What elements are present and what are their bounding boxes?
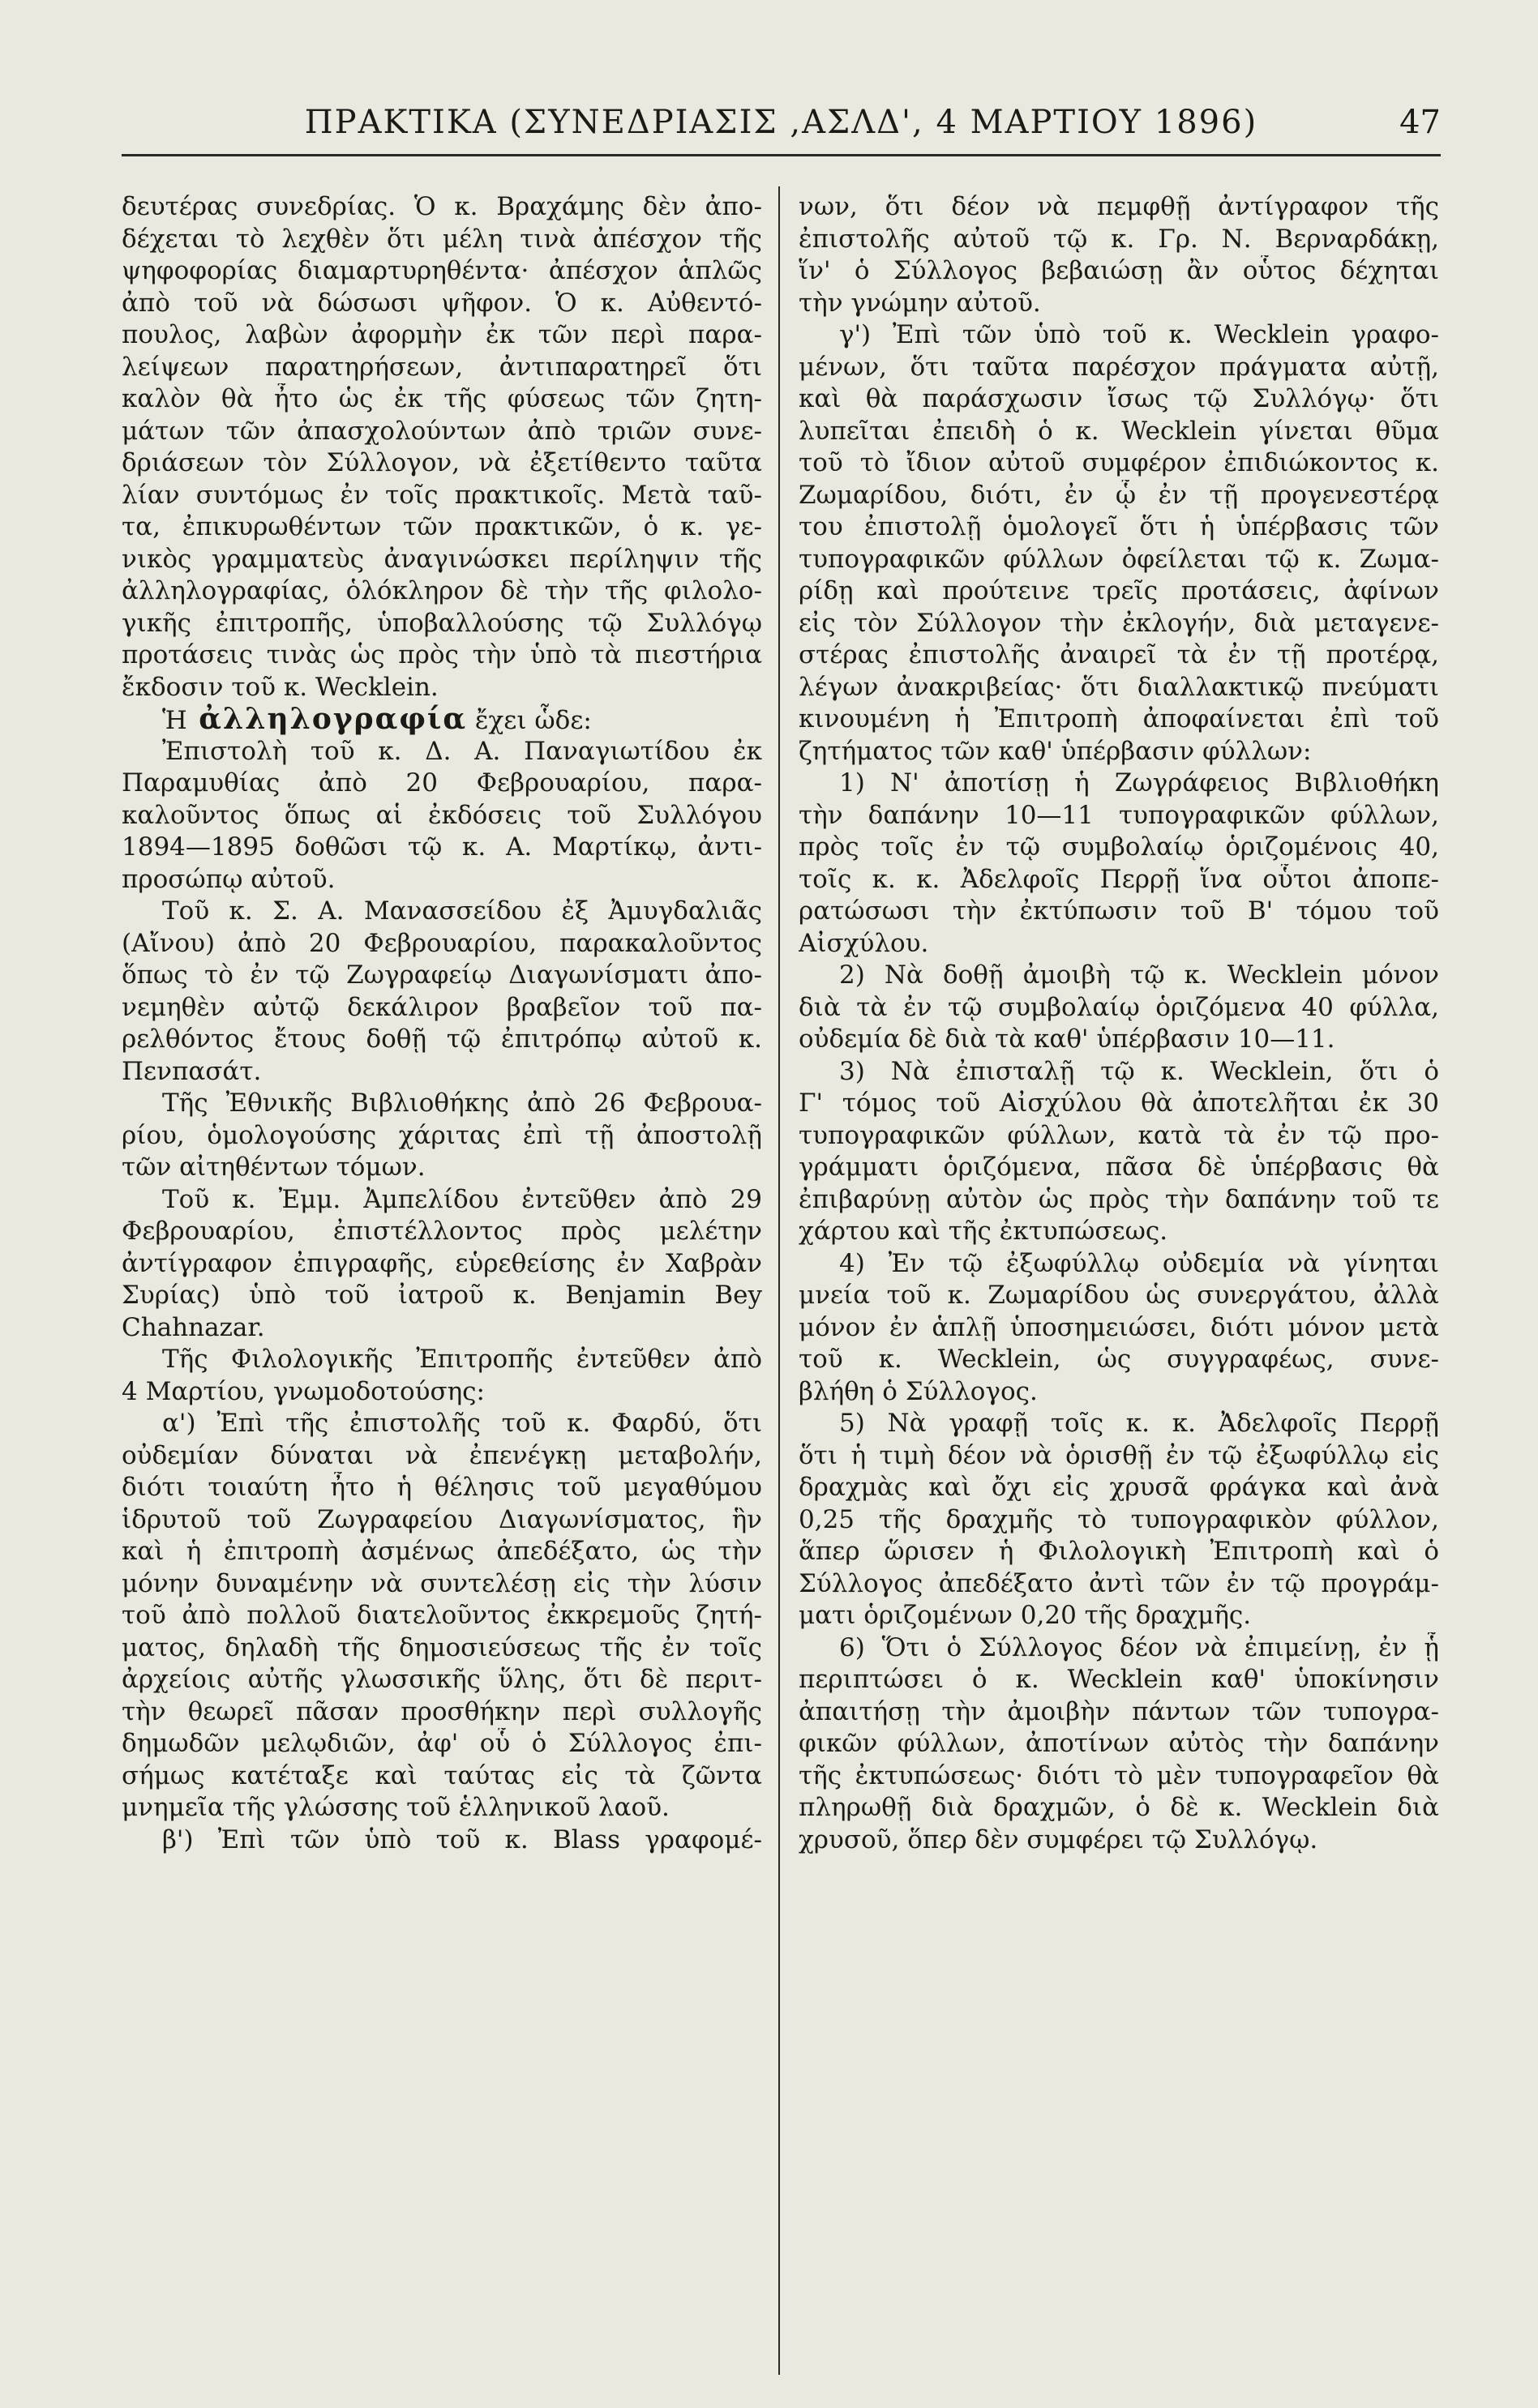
text-line: τοῦ τὸ ἴδιον αὐτοῦ συμφέρον ἐπιδιώκοντος κ. (799, 448, 1439, 477)
text-line: ζητήματος τῶν καθ' ὑπέρβασιν φύλλων: (799, 736, 1312, 766)
running-header (122, 104, 1441, 149)
text-line: ὅπως τὸ ἐν τῷ Ζωγραφείῳ Διαγωνίσματι ἀπο- (122, 960, 762, 990)
text-line: τῶν αἰτηθέντων τόμων. (122, 1153, 426, 1182)
text-line: Σύλλογος ἀπεδέξατο ἀντὶ τῶν ἐν τῷ προγράμ- (799, 1568, 1439, 1598)
text-line: Αἰσχύλου. (799, 928, 929, 958)
text-line: μνεία τοῦ κ. Ζωμαρίδου ὡς συνεργάτου, ἀλλὰ (799, 1281, 1439, 1310)
text-line: Πενπασάτ. (122, 1056, 262, 1086)
text-line: 5) Νὰ γραφῇ τοῖς κ. κ. Ἀδελφοῖς Περρῇ (839, 1409, 1439, 1438)
text-line: β') Ἐπὶ τῶν ὑπὸ τοῦ κ. Blass γραφομέ- (162, 1824, 762, 1854)
text-line: Φεβρουαρίου, ἐπιστέλλοντος πρὸς μελέτην (122, 1217, 762, 1246)
text-line: σήμως κατέταξε καὶ ταύτας εἰς τὰ ζῶντα (122, 1760, 762, 1790)
text-line: βλήθη ὁ Σύλλογος. (799, 1376, 1038, 1406)
text-line: Ἐπιστολὴ τοῦ κ. Δ. Α. Παναγιωτίδου ἐκ (162, 736, 762, 766)
text-line: ἐπιβαρύνῃ αὐτὸν ὡς πρὸς τὴν δαπάνην τοῦ τε (799, 1184, 1439, 1214)
text-line: εἰς τὸν Σύλλογον τὴν ἐκλογήν, διὰ μεταγενε- (799, 608, 1439, 638)
text-line: λέγων ἀνακριβείας· ὅτι διαλλακτικῷ πνεύματι (799, 672, 1439, 702)
text-line: καὶ θὰ παράσχωσιν ἴσως τῷ Συλλόγῳ· ὅτι (799, 384, 1439, 413)
header-title: ΠΡΑΚΤΙΚΑ (ΣΥΝΕΔΡΙΑΣΙΣ ,ΑΣΛΔ', 4 ΜΑΡΤΙΟΥ 1896) (304, 104, 1258, 141)
text-line: διότι τοιαύτη ἦτο ἡ θέλησις τοῦ μεγαθύμου (122, 1473, 762, 1502)
text-line: 4 Μαρτίου, γνωμοδοτούσης: (122, 1376, 485, 1406)
text-line: καὶ ἡ ἐπιτροπὴ ἀσμένως ἀπεδέξατο, ὡς τὴν (122, 1537, 762, 1566)
text-line: δευτέρας συνεδρίας. Ὁ κ. Βραχάμης δὲν ἀπο- (122, 192, 762, 221)
text-line: ὅτι ἡ τιμὴ δέον νὰ ὁρισθῇ ἐν τῷ ἐξωφύλλῳ εἰς (799, 1440, 1439, 1470)
text-line: τα, ἐπικυρωθέντων τῶν πρακτικῶν, ὁ κ. γε- (122, 512, 762, 541)
text-line: οὐδεμίαν δύναται νὰ ἐπενέγκῃ μεταβολήν, (122, 1440, 762, 1470)
text-line: ἀπὸ τοῦ νὰ δώσωσι ψῆφον. Ὁ κ. Αὐθεντό- (122, 288, 762, 318)
text-line: γράμματι ὁριζόμενα, πᾶσα δὲ ὑπέρβασις θὰ (799, 1153, 1439, 1182)
text-line: 2) Νὰ δοθῇ ἀμοιβὴ τῷ κ. Wecklein μόνον (839, 960, 1439, 990)
text-line: ρατώσωσι τὴν ἐκτύπωσιν τοῦ Β' τόμου τοῦ (799, 896, 1439, 926)
text-line: νεμηθὲν αὐτῷ δεκάλιρον βραβεῖον τοῦ πα- (122, 992, 762, 1022)
text-line: διὰ τὰ ἐν τῷ συμβολαίῳ ὁριζόμενα 40 φύλλα, (799, 992, 1439, 1022)
text-line: ἅπερ ὥρισεν ἡ Φιλολογικὴ Ἐπιτροπὴ καὶ ὁ (799, 1537, 1439, 1566)
text-line: καλοῦντος ὅπως αἱ ἐκδόσεις τοῦ Συλλόγου (122, 800, 762, 830)
text-line: Τοῦ κ. Ἐμμ. Ἀμπελίδου ἐντεῦθεν ἀπὸ 29 (162, 1184, 762, 1214)
text-line: ἀλληλογραφίας, ὁλόκληρον δὲ τὴν τῆς φιλολο- (122, 576, 762, 605)
header-rule (122, 154, 1441, 156)
text-line: δριάσεων τὸν Σύλλογον, νὰ ἐξετίθεντο ταῦτα (122, 448, 762, 477)
text-line: Τῆς Ἐθνικῆς Βιβλιοθήκης ἀπὸ 26 Φεβρουα- (162, 1089, 762, 1118)
text-line: τὴν δαπάνην 10—11 τυπογραφικῶν φύλλων, (799, 800, 1439, 830)
text-line: του ἐπιστολῇ ὁμολογεῖ ὅτι ἡ ὑπέρβασις τῶν (799, 512, 1439, 541)
text-line: στέρας ἐπιστολῆς ἀναιρεῖ τὰ ἐν τῇ προτέρᾳ, (799, 640, 1439, 669)
text-line: χρυσοῦ, ὅπερ δὲν συμφέρει τῷ Συλλόγῳ. (799, 1824, 1318, 1854)
text-line: τοῖς κ. κ. Ἀδελφοῖς Περρῇ ἵνα οὗτοι ἀποπε- (799, 864, 1439, 894)
text-line: νικὸς γραμματεὺς ἀναγινώσκει περίληψιν τῆς (122, 544, 762, 574)
text-line: προτάσεις τινὰς ὡς πρὸς τὴν ὑπὸ τὰ πιεστήρια (122, 640, 762, 669)
page-number: 47 (1399, 104, 1441, 141)
text-line: καλὸν θὰ ἦτο ὡς ἐκ τῆς φύσεως τῶν ζητη- (122, 384, 762, 413)
text-line: μένων, ὅτι ταῦτα παρέσχον πράγματα αὐτῇ, (799, 352, 1439, 382)
text-line: πουλος, λαβὼν ἀφορμὴν ἐκ τῶν περὶ παρα- (122, 320, 762, 349)
text-line: προσώπῳ αὐτοῦ. (122, 864, 336, 894)
left-column (122, 191, 762, 1856)
correspondence-heading: Ἡ ἀλληλογραφία ἔχει ὧδε: (162, 704, 592, 736)
text-line: πληρωθῇ διὰ δραχμῶν, ὁ δὲ κ. Wecklein διὰ (799, 1793, 1439, 1822)
text-line: πρὸς τοῖς ἐν τῷ συμβολαίῳ ὁριζομένοις 40, (799, 832, 1439, 862)
text-line: τοῦ κ. Wecklein, ὡς συγγραφέως, συνε- (799, 1345, 1439, 1374)
text-line: γικῆς ἐπιτροπῆς, ὑποβαλλούσης τῷ Συλλόγῳ (122, 608, 762, 638)
text-line: τυπογραφικῶν φύλλων, κατὰ τὰ ἐν τῷ προ- (799, 1120, 1439, 1150)
text-line: τὴν θεωρεῖ πᾶσαν προσθήκην περὶ συλλογῆς (122, 1696, 762, 1726)
text-line: λείψεων παρατηρήσεων, ἀντιπαρατηρεῖ ὅτι (122, 352, 762, 382)
text-line: τοῦ ἀπὸ πολλοῦ διατελοῦντος ἐκκρεμοῦς ζητή- (122, 1601, 762, 1630)
text-line: ἵν' ὁ Σύλλογος βεβαιώσῃ ἂν οὗτος δέχηται (799, 256, 1439, 285)
text-line: μόνην δυναμένην νὰ συντελέσῃ εἰς τὴν λύσιν (122, 1568, 762, 1598)
text-line: ἱδρυτοῦ τοῦ Ζωγραφείου Διαγωνίσματος, ἣν (122, 1504, 762, 1534)
text-line: οὐδεμία δὲ διὰ τὰ καθ' ὑπέρβασιν 10—11. (799, 1024, 1335, 1054)
text-line: 0,25 τῆς δραχμῆς τὸ τυπογραφικὸν φύλλον, (799, 1504, 1439, 1534)
text-line: τυπογραφικῶν φύλλων ὀφείλεται τῷ κ. Ζωμα- (799, 544, 1439, 574)
text-line: χάρτου καὶ τῆς ἐκτυπώσεως. (799, 1217, 1168, 1246)
text-line: 6) Ὅτι ὁ Σύλλογος δέον νὰ ἐπιμείνῃ, ἐν ᾗ (839, 1632, 1439, 1662)
column-divider (778, 186, 780, 2375)
text-line: ἀπαιτήσῃ τὴν ἀμοιβὴν πάντων τῶν τυπογρα- (799, 1696, 1439, 1726)
text-line: μάτων τῶν ἀπασχολούντων ἀπὸ τριῶν συνε- (122, 416, 762, 446)
text-line: γ') Ἐπὶ τῶν ὑπὸ τοῦ κ. Wecklein γραφο- (839, 320, 1439, 349)
text-line: ρίδῃ καὶ προύτεινε τρεῖς προτάσεις, ἀφίνων (799, 576, 1439, 605)
text-line: ρελθόντος ἔτους δοθῇ τῷ ἐπιτρόπῳ αὐτοῦ κ. (122, 1024, 762, 1054)
text-line: Ζωμαρίδου, διότι, ἐν ᾧ ἐν τῇ προγενεστέρᾳ (799, 480, 1439, 510)
text-line: ματος, δηλαδὴ τῆς δημοσιεύσεως τῆς ἐν τοῖς (122, 1632, 762, 1662)
text-line: τὴν γνώμην αὐτοῦ. (799, 288, 1041, 318)
text-line: νων, ὅτι δέον νὰ πεμφθῇ ἀντίγραφον τῆς (799, 192, 1439, 221)
text-line: Τῆς Φιλολογικῆς Ἐπιτροπῆς ἐντεῦθεν ἀπὸ (162, 1345, 762, 1374)
text-line: μνημεῖα τῆς γλώσσης τοῦ ἑλληνικοῦ λαοῦ. (122, 1793, 670, 1822)
text-line: ψηφοφορίας διαμαρτυρηθέντα· ἀπέσχον ἁπλῶς (122, 256, 762, 285)
text-line: λίαν συντόμως ἐν τοῖς πρακτικοῖς. Μετὰ ταῦ- (122, 480, 762, 510)
text-line: δέχεται τὸ λεχθὲν ὅτι μέλη τινὰ ἀπέσχον τῆς (122, 224, 762, 254)
text-line: α') Ἐπὶ τῆς ἐπιστολῆς τοῦ κ. Φαρδύ, ὅτι (162, 1409, 762, 1438)
text-line: δραχμὰς καὶ ὄχι εἰς χρυσᾶ φράγκα καὶ ἀνὰ (799, 1473, 1439, 1502)
text-line: ματι ὁριζομένων 0,20 τῆς δραχμῆς. (799, 1601, 1252, 1630)
text-line: Τοῦ κ. Σ. Α. Μανασσείδου ἐξ Ἀμυγδαλιᾶς (162, 896, 762, 926)
text-line: ἔκδοσιν τοῦ κ. Wecklein. (122, 672, 439, 702)
text-line: 3) Νὰ ἐπισταλῇ τῷ κ. Wecklein, ὅτι ὁ (839, 1056, 1439, 1086)
text-line: Παραμυθίας ἀπὸ 20 Φεβρουαρίου, παρα- (122, 768, 762, 798)
text-line: δημωδῶν μελῳδιῶν, ἀφ' οὗ ὁ Σύλλογος ἐπι- (122, 1729, 762, 1758)
text-line: ἀρχείοις αὐτῆς γλωσσικῆς ὕλης, ὅτι δὲ περιτ- (122, 1665, 762, 1694)
text-line: περιπτώσει ὁ κ. Wecklein καθ' ὑποκίνησιν (799, 1665, 1439, 1694)
text-line: 1) Ν' ἀποτίσῃ ἡ Ζωγράφειος Βιβλιοθήκη (839, 768, 1439, 798)
right-column (799, 191, 1439, 1856)
text-line: ρίου, ὁμολογούσης χάριτας ἐπὶ τῇ ἀποστολῇ (122, 1120, 762, 1150)
text-line: τῆς ἐκτυπώσεως· διότι τὸ μὲν τυπογραφεῖον θὰ (799, 1760, 1439, 1790)
text-line: ἐπιστολῆς αὐτοῦ τῷ κ. Γρ. Ν. Βερναρδάκῃ, (799, 224, 1439, 254)
text-line: (Αἴνου) ἀπὸ 20 Φεβρουαρίου, παρακαλοῦντος (122, 928, 762, 958)
text-line: 4) Ἐν τῷ ἐξωφύλλῳ οὐδεμία νὰ γίνηται (839, 1248, 1439, 1278)
text-line: Συρίας) ὑπὸ τοῦ ἰατροῦ κ. Benjamin Bey (122, 1281, 762, 1310)
text-line: φικῶν φύλλων, ἀποτίνων αὐτὸς τὴν δαπάνην (799, 1729, 1439, 1758)
text-line: κινουμένη ἡ Ἐπιτροπὴ ἀποφαίνεται ἐπὶ τοῦ (799, 704, 1439, 734)
text-line: Γ' τόμος τοῦ Αἰσχύλου θὰ ἀποτελῆται ἐκ 30 (799, 1089, 1439, 1118)
text-line: ἀντίγραφον ἐπιγραφῆς, εὑρεθείσης ἐν Χαβρὰν (122, 1248, 762, 1278)
text-line: λυπεῖται ἐπειδὴ ὁ κ. Wecklein γίνεται θῦμα (799, 416, 1439, 446)
text-line: Chahnazar. (122, 1312, 265, 1342)
text-line: 1894—1895 δοθῶσι τῷ κ. Α. Μαρτίκῳ, ἀντι- (122, 832, 762, 862)
text-line: μόνον ἐν ἁπλῇ ὑποσημειώσει, διότι μόνον μετὰ (799, 1312, 1439, 1342)
